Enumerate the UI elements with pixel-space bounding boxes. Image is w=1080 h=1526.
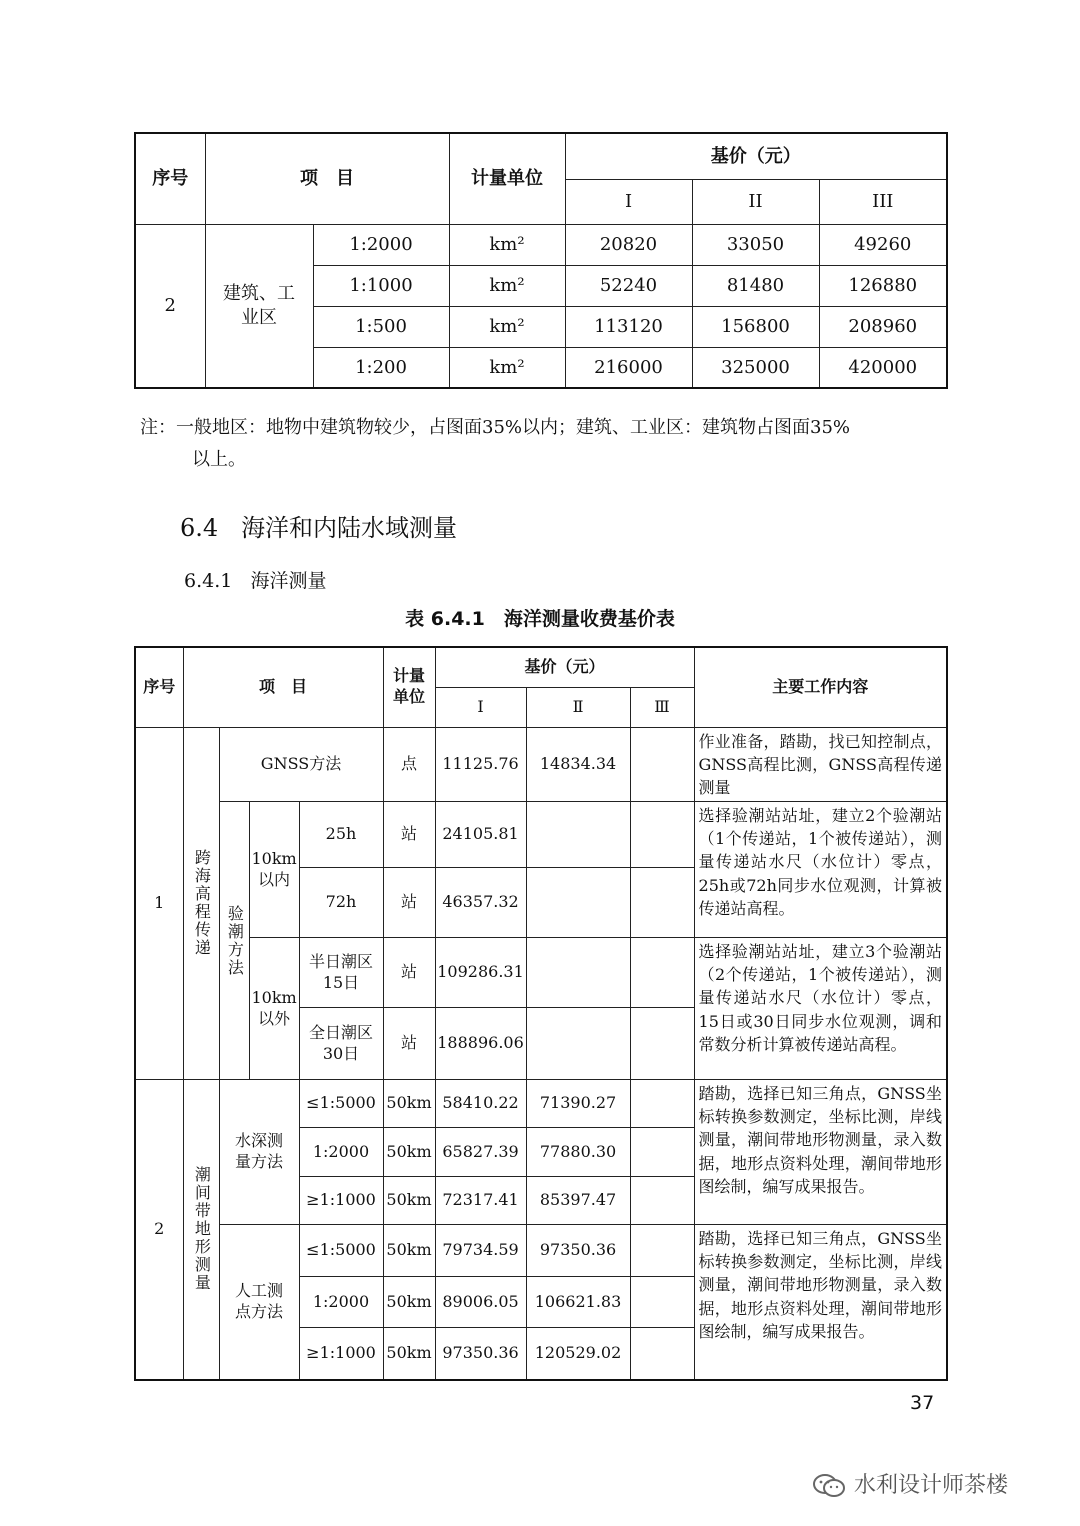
scale-cell: 1:1000 [313,265,449,306]
price-cell: 113120 [565,306,692,347]
range-cell: 10km以内 [249,802,299,938]
table-row [135,224,947,265]
method-cell: 水深测量方法 [219,1080,299,1225]
header-item: 项 目 [205,133,449,224]
method-label: 验潮方法 [225,904,245,977]
table-note [140,412,940,477]
page-number: 37 [910,1392,935,1414]
price-cell-empty [630,1225,694,1277]
subsection-number: 6.4.1 [184,570,233,592]
scale-cell: ≥1:1000 [299,1177,383,1225]
category-cell [183,1080,219,1380]
unit-cell: 站 [383,802,435,868]
range-cell: 10km以外 [249,938,299,1080]
price-cell: 52240 [565,265,692,306]
header-class-2: Ⅱ [526,687,630,727]
price-cell: 120529.02 [526,1328,630,1380]
scale-cell: ≥1:1000 [299,1328,383,1380]
unit-cell: 点 [383,727,435,802]
header-base-price: 基价（元） [565,133,947,179]
duration-cell: 25h [299,802,383,868]
price-cell: 72317.41 [435,1177,526,1225]
table-row [135,727,947,802]
header-class-3: III [819,179,947,224]
table-caption: 表 6.4.1 海洋测量收费基价表 [405,608,675,630]
base-price-table-continued [134,132,948,389]
unit-cell: 站 [383,1008,435,1080]
scale-cell: ≤1:5000 [299,1080,383,1128]
subsection-title: 海洋测量 [250,570,327,592]
category-cell [183,727,219,1080]
price-cell-empty [630,727,694,802]
header-class-1: Ⅰ [435,687,526,727]
subsection-heading [184,566,327,593]
scale-cell: 1:2000 [299,1277,383,1328]
price-cell-empty [630,1177,694,1225]
price-cell: 420000 [819,347,947,388]
unit-cell: 50km [383,1080,435,1128]
table-row [135,1225,947,1277]
unit-cell: 50km [383,1328,435,1380]
header-unit: 计量单位 [449,133,565,224]
row-seq: 2 [135,224,205,388]
price-cell: 216000 [565,347,692,388]
price-cell-empty [526,868,630,938]
duration-cell: 全日潮区30日 [299,1008,383,1080]
header-work-content: 主要工作内容 [694,647,947,727]
price-cell-empty [630,868,694,938]
unit-cell: 50km [383,1225,435,1277]
unit-cell: km² [449,347,565,388]
work-description: 选择验潮站站址，建立3个验潮站（2个传递站，1个被传递站），测量传递站水尺（水位计）零点，15日或30日同步水位观测，调和常数分析计算被传递站高程。 [694,938,947,1080]
price-cell: 14834.34 [526,727,630,802]
price-cell: 89006.05 [435,1277,526,1328]
price-cell-empty [630,1328,694,1380]
unit-cell: 站 [383,938,435,1008]
header-class-2: II [692,179,819,224]
price-cell-empty [630,1128,694,1177]
price-cell-empty [630,1008,694,1080]
watermark [812,1468,1008,1499]
price-cell-empty [630,938,694,1008]
price-cell: 46357.32 [435,868,526,938]
header-seq: 序号 [135,133,205,224]
price-cell: 106621.83 [526,1277,630,1328]
price-cell: 208960 [819,306,947,347]
price-cell: 97350.36 [526,1225,630,1277]
unit-cell: km² [449,306,565,347]
header-item: 项 目 [183,647,383,727]
unit-cell: 50km [383,1177,435,1225]
price-cell: 24105.81 [435,802,526,868]
header-unit: 计量单位 [383,647,435,727]
header-class-1: I [565,179,692,224]
section-heading [180,508,457,543]
marine-survey-price-table [134,646,948,1381]
price-cell-empty [526,802,630,868]
unit-cell: 站 [383,868,435,938]
price-cell: 81480 [692,265,819,306]
scale-cell: 1:200 [313,347,449,388]
price-cell: 188896.06 [435,1008,526,1080]
unit-cell: km² [449,265,565,306]
price-cell: 85397.47 [526,1177,630,1225]
row-category: 建筑、工业区 [205,224,313,388]
price-cell-empty [526,1008,630,1080]
price-cell: 20820 [565,224,692,265]
price-cell-empty [526,938,630,1008]
method-cell: GNSS方法 [219,727,383,802]
table-row [135,938,947,1008]
work-description: 踏勘，选择已知三角点，GNSS坐标转换参数测定，坐标比测，岸线测量，潮间带地形物测量，录入数据，地形点资料处理，潮间带地形图绘制，编写成果报告。 [694,1080,947,1225]
unit-cell: km² [449,224,565,265]
unit-cell: 50km [383,1128,435,1177]
price-cell: 109286.31 [435,938,526,1008]
row-seq: 2 [135,1080,183,1380]
method-cell [219,802,249,1080]
price-cell: 126880 [819,265,947,306]
method-cell: 人工测点方法 [219,1225,299,1380]
price-cell: 79734.59 [435,1225,526,1277]
price-cell-empty [630,1080,694,1128]
scale-cell: ≤1:5000 [299,1225,383,1277]
work-description: 踏勘，选择已知三角点，GNSS坐标转换参数测定，坐标比测，岸线测量，潮间带地形物测量，录入数据，地形点资料处理，潮间带地形图绘制，编写成果报告。 [694,1225,947,1380]
scale-cell: 1:2000 [299,1128,383,1177]
price-cell-empty [630,1277,694,1328]
header-class-3: Ⅲ [630,687,694,727]
note-line-1: 注：一般地区：地物中建筑物较少，占图面35%以内；建筑、工业区：建筑物占图面35% [140,417,851,438]
scale-cell: 1:500 [313,306,449,347]
table-row [135,1080,947,1128]
header-seq: 序号 [135,647,183,727]
price-cell: 325000 [692,347,819,388]
table-row [135,802,947,868]
price-cell: 11125.76 [435,727,526,802]
price-cell: 65827.39 [435,1128,526,1177]
header-base-price: 基价（元） [435,647,694,687]
scale-cell: 1:2000 [313,224,449,265]
price-cell: 71390.27 [526,1080,630,1128]
unit-cell: 50km [383,1277,435,1328]
price-cell: 33050 [692,224,819,265]
section-number: 6.4 [180,514,219,542]
watermark-text: 水利设计师茶楼 [854,1473,1009,1498]
price-cell: 156800 [692,306,819,347]
work-description: 选择验潮站站址，建立2个验潮站（1个传递站，1个被传递站），测量传递站水尺（水位计）零点，25h或72h同步水位观测，计算被传递站高程。 [694,802,947,938]
note-line-2: 以上。 [192,449,246,471]
price-cell: 58410.22 [435,1080,526,1128]
category-label: 潮间带地形测量 [192,1166,212,1293]
price-cell: 77880.30 [526,1128,630,1177]
price-cell-empty [630,802,694,868]
section-title: 海洋和内陆水域测量 [241,514,458,542]
category-label: 跨海高程传递 [192,849,212,958]
duration-cell: 半日潮区15日 [299,938,383,1008]
price-cell: 49260 [819,224,947,265]
row-seq: 1 [135,727,183,1080]
wechat-icon [812,1473,846,1499]
work-description: 作业准备，踏勘，找已知控制点，GNSS高程比测，GNSS高程传递测量 [694,727,947,802]
duration-cell: 72h [299,868,383,938]
price-cell: 97350.36 [435,1328,526,1380]
